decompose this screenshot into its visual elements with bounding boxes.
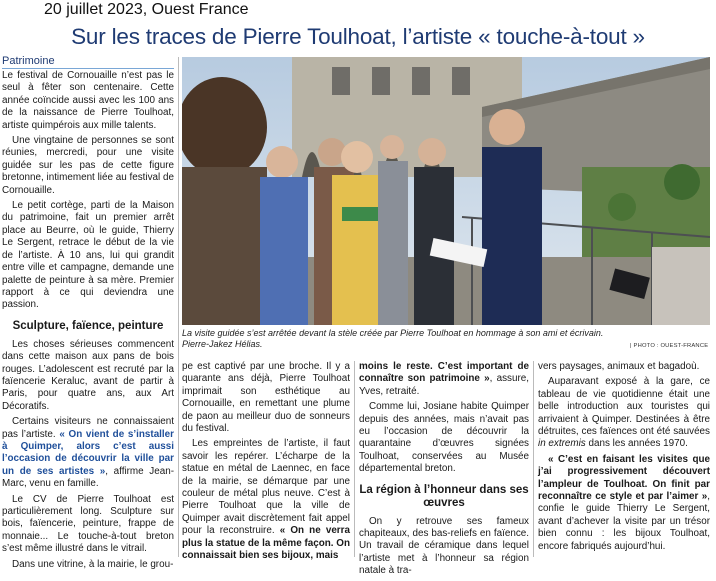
subheading: Sculpture, faïence, peinture — [12, 319, 164, 332]
text: Auparavant exposé à la gare, ce tableau de vie quotidienne était une belle introduction aux touristes qui arrivaient à Quimper. Destinées à être détruites, ces faïences ont été sauvées — [538, 376, 710, 438]
text: , affirme Jean-Marc, venu en famille. — [2, 465, 174, 490]
photo-illustration — [182, 57, 710, 325]
rubric-label: Patrimoine — [2, 55, 174, 69]
paragraph-with-quote — [538, 454, 710, 553]
paragraph-with-quote — [359, 361, 529, 398]
quote: « On ne verra plus la statue de la même façon. On connaissait bien ses bijoux, mais — [182, 525, 350, 562]
paragraph: Comme lui, Josiane habite Quimper depuis des années, mais n’avait pas eu l’occasion de découvrir la quarantaine d’œuvres signées Toulhoat, conservées au Musée départemental breton. — [359, 401, 529, 475]
paragraph: Une vingtaine de personnes se sont réunies, mercredi, pour une visite guidée sur les pas de cette figure bretonne, intimement liée au festival de Cornouaille. — [2, 135, 174, 196]
article-column-2 — [182, 361, 350, 566]
paragraph-with-quote — [2, 416, 174, 490]
lead-paragraph: Le festival de Cornouaille n’est pas le seul à fêter son centenaire. Cette année coïncide aussi avec les 100 ans de la naissance de Pierre Toulhoat, artiste quimpérois aux mille talents. — [2, 70, 174, 131]
paragraph-with-quote — [182, 438, 350, 562]
paragraph: pe est captivé par une broche. Il y a quarante ans déjà, Pierre Toulhoat imprimait son esthétique au Cornouaille, en remettant une plume de paon au meilleur duo de sonneurs du festival. — [182, 361, 350, 435]
quote: moins le reste. C’est important de connaître son patrimoine » — [359, 361, 529, 385]
dateline: 20 juillet 2023, Ouest France — [44, 1, 249, 18]
article-column-4 — [538, 361, 710, 556]
article-photo — [182, 57, 710, 325]
text: Certains visiteurs ne connaissaient pas l’artiste. — [2, 416, 174, 440]
text: Les empreintes de l’artiste, il faut savoir les repérer. L’écharpe de la statue en métal de Laennec, en face de la mairie, se démarque par une couleur de métal plus neuve. C’est à Pierre Toulhoat que la ville de Quimper avait discrètement fait appel pour la reconstruire. — [182, 438, 350, 537]
quote: « On vient de s’installer à Quimper, alors c’est aussi l’occasion de découvrir la ville par un de ses artistes » — [2, 428, 175, 477]
paragraph: vers paysages, animaux et bagadoù. — [538, 361, 700, 372]
photo-caption: La visite guidée s’est arrêtée devant la stèle créée par Pierre Toulhoat en hommage à son ami et écrivain. Pierre-Jakez Hélias. — [182, 328, 604, 349]
text: , assure, Yves, retraité. — [359, 373, 529, 397]
headline: Sur les traces de Pierre Toulhoat, l’artiste « touche-à-tout » — [71, 24, 645, 49]
text: , confie le guide Thierry Le Sergent, avant d’achever la visite par un trésor bien connu : les bijoux Toulhoat, encore fabriqués aujourd’hui. — [538, 491, 710, 552]
photo-credit: | PHOTO : OUEST-FRANCE — [630, 343, 709, 349]
paragraph: Le petit cortège, parti de la Maison du patrimoine, fait un premier arrêt place au Beurre, où le guide, Thierry Le Sergent, retrace le début de la vie de l’artiste. À 10 ans, lui qui grandit entre ville et campagne, demande une palette de peinture à sa mère. Premier rapport à ce qui deviendra une passion. — [2, 200, 174, 311]
column-divider — [178, 57, 179, 557]
paragraph: Dans une vitrine, à la mairie, le grou- — [12, 558, 174, 570]
subheading: La région à l’honneur dans ses œuvres — [359, 483, 529, 509]
paragraph: Les choses sérieuses commencent dans cette maison aux pans de bois rouges. L’adolescent est recruté par la faïencerie Keraluc, avant de partir à Paris, pour quatre ans, aux Art Décoratifs. — [2, 338, 174, 412]
article-column-1 — [2, 70, 174, 574]
article-column-3 — [359, 361, 529, 581]
column-divider — [354, 361, 355, 557]
paragraph: On y retrouve ses fameux chapiteaux, des bas-reliefs en faïence. Un travail de céramique dans lequel l’artiste met à l’honneur sa région natale à tra- — [359, 515, 529, 577]
text: dans les années 1970. — [585, 438, 688, 450]
column-divider — [533, 361, 534, 557]
italic-text: in extremis — [538, 438, 586, 450]
paragraph: Le CV de Pierre Toulhoat est particulièrement long. Sculpture sur bois, faïencerie, peinture, frappe de monnaie... Le touche-à-tout breton s’est même illustré dans le vitrail. — [2, 493, 174, 555]
paragraph — [538, 376, 710, 450]
quote: « C’est en faisant les visites que j’ai progressivement découvert l’ampleur de Toulhoat. On finit par reconnaître ce style et par l’aimer » — [538, 453, 710, 503]
